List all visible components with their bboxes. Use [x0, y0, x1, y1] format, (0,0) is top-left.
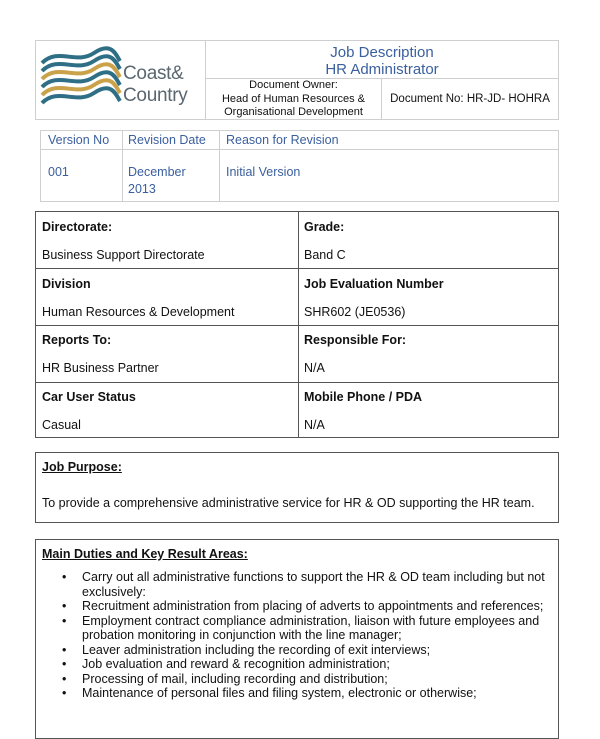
- document-header: [35, 40, 559, 120]
- revision-version: 001: [48, 165, 69, 179]
- revision-date-line1: December: [128, 165, 186, 179]
- job-purpose-heading: Job Purpose:: [42, 460, 122, 474]
- bullet-icon: •: [62, 642, 67, 657]
- bullet-icon: •: [62, 613, 67, 628]
- duties-list: [36, 570, 556, 701]
- revision-reason: Initial Version: [226, 165, 301, 179]
- owner-line2: Head of Human Resources &: [221, 92, 366, 105]
- revision-date-line2: 2013: [128, 182, 156, 196]
- job-evaluation-label: Job Evaluation Number: [304, 277, 444, 291]
- title-line2: HR Administrator: [325, 61, 439, 78]
- grade-label: Grade:: [304, 220, 345, 234]
- list-item: • Carry out all administrative functions to support the HR & OD team including but not exclusively:: [62, 570, 545, 599]
- car-user-status-value: Casual: [42, 418, 81, 432]
- logo-text-line1: Coast&: [123, 63, 184, 84]
- logo-text-line2: Country: [123, 85, 188, 106]
- list-item: • Processing of mail, including recording and distribution;: [62, 671, 388, 686]
- directorate-label: Directorate:: [42, 220, 113, 234]
- responsible-for-label: Responsible For:: [304, 333, 407, 347]
- main-duties-heading: Main Duties and Key Result Areas:: [42, 547, 248, 561]
- reports-to-value: HR Business Partner: [42, 361, 159, 375]
- grade-value: Band C: [304, 248, 346, 262]
- main-duties-section: [35, 539, 559, 739]
- revision-table: [40, 130, 559, 202]
- job-purpose-section: [35, 452, 559, 523]
- job-purpose-text: To provide a comprehensive administrative service for HR & OD supporting the HR team.: [42, 496, 535, 510]
- job-details-table: [35, 211, 559, 438]
- owner-line3: Organisational Development: [224, 106, 363, 118]
- document-number: Document No: HR-JD- HOHRA: [390, 93, 550, 105]
- bullet-icon: •: [62, 657, 67, 671]
- division-value: Human Resources & Development: [42, 305, 235, 319]
- mobile-phone-label: Mobile Phone / PDA: [304, 390, 423, 404]
- list-item: • Maintenance of personal files and filing system, electronic or otherwise;: [62, 686, 477, 700]
- owner-line1: Document Owner:: [249, 79, 338, 91]
- car-user-status-label: Car User Status: [42, 390, 136, 404]
- reports-to-label: Reports To:: [42, 333, 112, 347]
- bullet-icon: •: [62, 570, 67, 584]
- bullet-icon: •: [62, 671, 67, 686]
- bullet-icon: •: [62, 686, 67, 700]
- directorate-value: Business Support Directorate: [42, 248, 205, 262]
- list-item: • Employment contract compliance administration, liaison with future employees and probation monitoring in conjunction with the line manager;: [62, 613, 540, 642]
- division-label: Division: [42, 277, 91, 291]
- responsible-for-value: N/A: [304, 361, 325, 375]
- list-item: • Leaver administration including the recording of exit interviews;: [62, 642, 431, 657]
- bullet-icon: •: [62, 599, 67, 613]
- revision-header-date: Revision Date: [128, 133, 206, 147]
- revision-header-version: Version No: [48, 133, 110, 147]
- document-owner: [206, 79, 382, 119]
- list-item: • Job evaluation and reward & recognition administration;: [62, 657, 390, 671]
- title-line1: Job Description: [330, 44, 434, 61]
- job-evaluation-value: SHR602 (JE0536): [304, 305, 406, 319]
- mobile-phone-value: N/A: [304, 418, 325, 432]
- logo: [36, 41, 206, 119]
- list-item: • Recruitment administration from placing of adverts to appointments and references;: [62, 599, 544, 613]
- revision-header-reason: Reason for Revision: [226, 133, 339, 147]
- document-title: [206, 41, 558, 79]
